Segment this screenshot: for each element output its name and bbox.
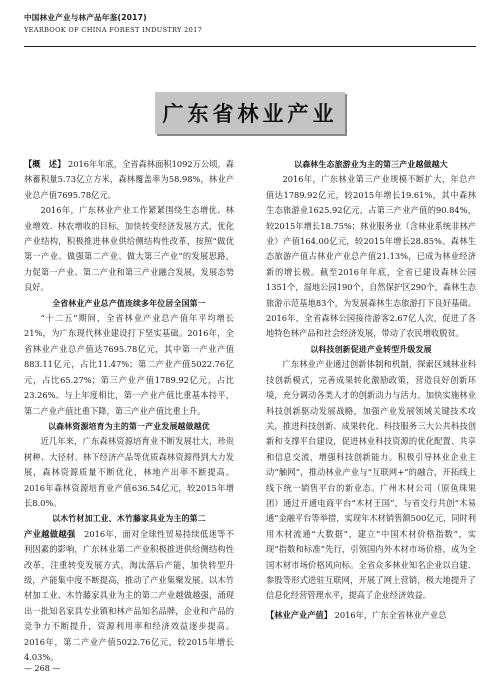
header-rule (24, 46, 476, 47)
paragraph-text: 2016年，面对全球性贸易持续低迷等不利因素的影响，广东林业第二产业积极推进供给侧结构性改革，注重转变发展方式，淘汰落后产能，加快转型升级，产能集中度不断提高，推动了产业集聚发展。以木竹材加工业、木竹藤家具业为主的第二产业越做越强，涌现出一批知名家具专业镇和林产品知名品牌，企业和产品的竞争力不断提升，资源利用率和经济效益逐步提高。2016年，第二产业产值5022.76亿元，较2015年增长4.03%。 (24, 528, 234, 662)
section-heading: 以科技创新促进产业转型升级发展 (310, 344, 432, 354)
intro-paragraph (24, 157, 234, 203)
right-column (266, 157, 476, 623)
paragraph: 广东林业产业通过创新体制和机制，探索区域林业科技创新模式，完善成果转化激励政策，营造良好创新环境，充分调动各类人才的创新动力与活力。加快实施林业科技创新驱动发展战略，加强产业发展领域关键技术攻关，推进科技创新、成果转化、科技服务三大公共科技创新和支撑平台建设，促进林业科技资源的优化配置、共享和信息交流，增强科技创新能力。积极引导林业企业主动“触网”，推动林业产业与“互联网+”的融合，开拓线上线下统一销售平台的新业态。广州木材公司（原鱼珠果团）通过开通电商平台“木材王国”，与省交行共创“木易通”金融平台等举措，实现年木材销售额500亿元，同时利用木材流通“大数据”，建立“中国木材价格指数”，实现“指数和标准”先行，引领国内外木材市场价格，成为全国木材市场价格风向标。全省众多林业知名企业以自建、参股等形式进驻互联网，开展了网上营销，极大地提升了信息化经营管理水平，提高了企业经济效益。 (266, 359, 476, 601)
bottom-text: 2016年，广东全省林业产业总 (334, 609, 447, 620)
intro-label: 【概 述】 (24, 159, 66, 169)
section-heading: 以木竹材加工业、木竹藤家具业为主的第二 (52, 514, 206, 524)
bottom-label: 【林业产业产值】 (266, 609, 332, 620)
inline-heading: 产业越做越强 (24, 528, 76, 539)
section-title-box (155, 92, 345, 134)
page-number: — 268 — (24, 664, 61, 673)
section-heading: 以森林资源培育为主的第一产业发展越做越优 (48, 421, 210, 431)
paragraph: “十二五”期间，全省林业产业总产值年平均增长21%，为广东现代林业建设打下坚实基础。2016年，全省林业产业总产值达7695.78亿元，其中第一产业产值883.11亿元，占比11.47%；第二产业产值5022.76亿元，占比65.27%；第三产业产值1789.92亿元，占比23.26%。与上年度相比，第一产业产值比重基本持平，第二产业产值比重下降，第三产业产值比重上升。 (24, 313, 234, 416)
paragraph-with-inline-heading (24, 527, 234, 666)
running-header-cn: 中国林业产业与林产品年鉴(2017) (24, 13, 147, 22)
bottom-paragraph (266, 608, 476, 623)
section-heading: 全省林业产业总产值连续多年位居全国第一 (52, 298, 206, 308)
paragraph: 2016年，广东林业产业工作紧紧围绕生态增优、林业增效、林农增收的目标，加快转变经济发展方式，优化产业结构，积极推进林业供给侧结构性改革，按照“做优第一产业、做强第二产业、做大第三产业”的发展思路，力促第一产业、第二产业和第三产业融合发展，发展态势良好。 (24, 205, 234, 293)
intro-text: 2016年年底，全省森林面积1092万公顷，森林蓄积量5.73亿立方米，森林覆盖率为58.98%，林业产业总产值7695.78亿元。 (24, 159, 234, 200)
running-header (24, 12, 476, 34)
paragraph: 近几年来，广东森林资源培育业不断发展壮大，珍贵树种、大径材、林下经济产品等优质森林资源得到大力发展，森林资源质量不断优化，林地产出率不断提高。2016年森林资源培育业产值636.54亿元，较2015年增长8.0%。 (24, 436, 234, 508)
paragraph: 2016年，广东林业第三产业规模不断扩大，年总产值达1789.92亿元，较2015年增长19.61%，其中森林生态旅游业1625.92亿元，占第三产业产值的90.84%，较2015年增长18.75%；林业服务业（含林业系统非林产业）产值164.00亿元，较2015年增长28.85%。森林生态旅游产值占林业产业总产值21.13%，已成为林业经济新的增长极。截至2016年年底，全省已建设森林公园1351个，湿地公园190个，自然保护区290个，森林生态旅游示范基地83个，为发展森林生态旅游打下良好基础。2016年，全省森林公园接待游客2.67亿人次，促进了各地特色林产品和社会经济发展，带动了农民增收脱贫。 (266, 174, 476, 339)
section-heading: 以森林生态旅游业为主的第三产业越做越大 (294, 160, 448, 169)
left-column (24, 157, 234, 665)
running-header-en: YEARBOOK OF CHINA FOREST INDUSTRY 2017 (24, 26, 203, 34)
section-title: 广东省林业产业 (162, 102, 338, 126)
